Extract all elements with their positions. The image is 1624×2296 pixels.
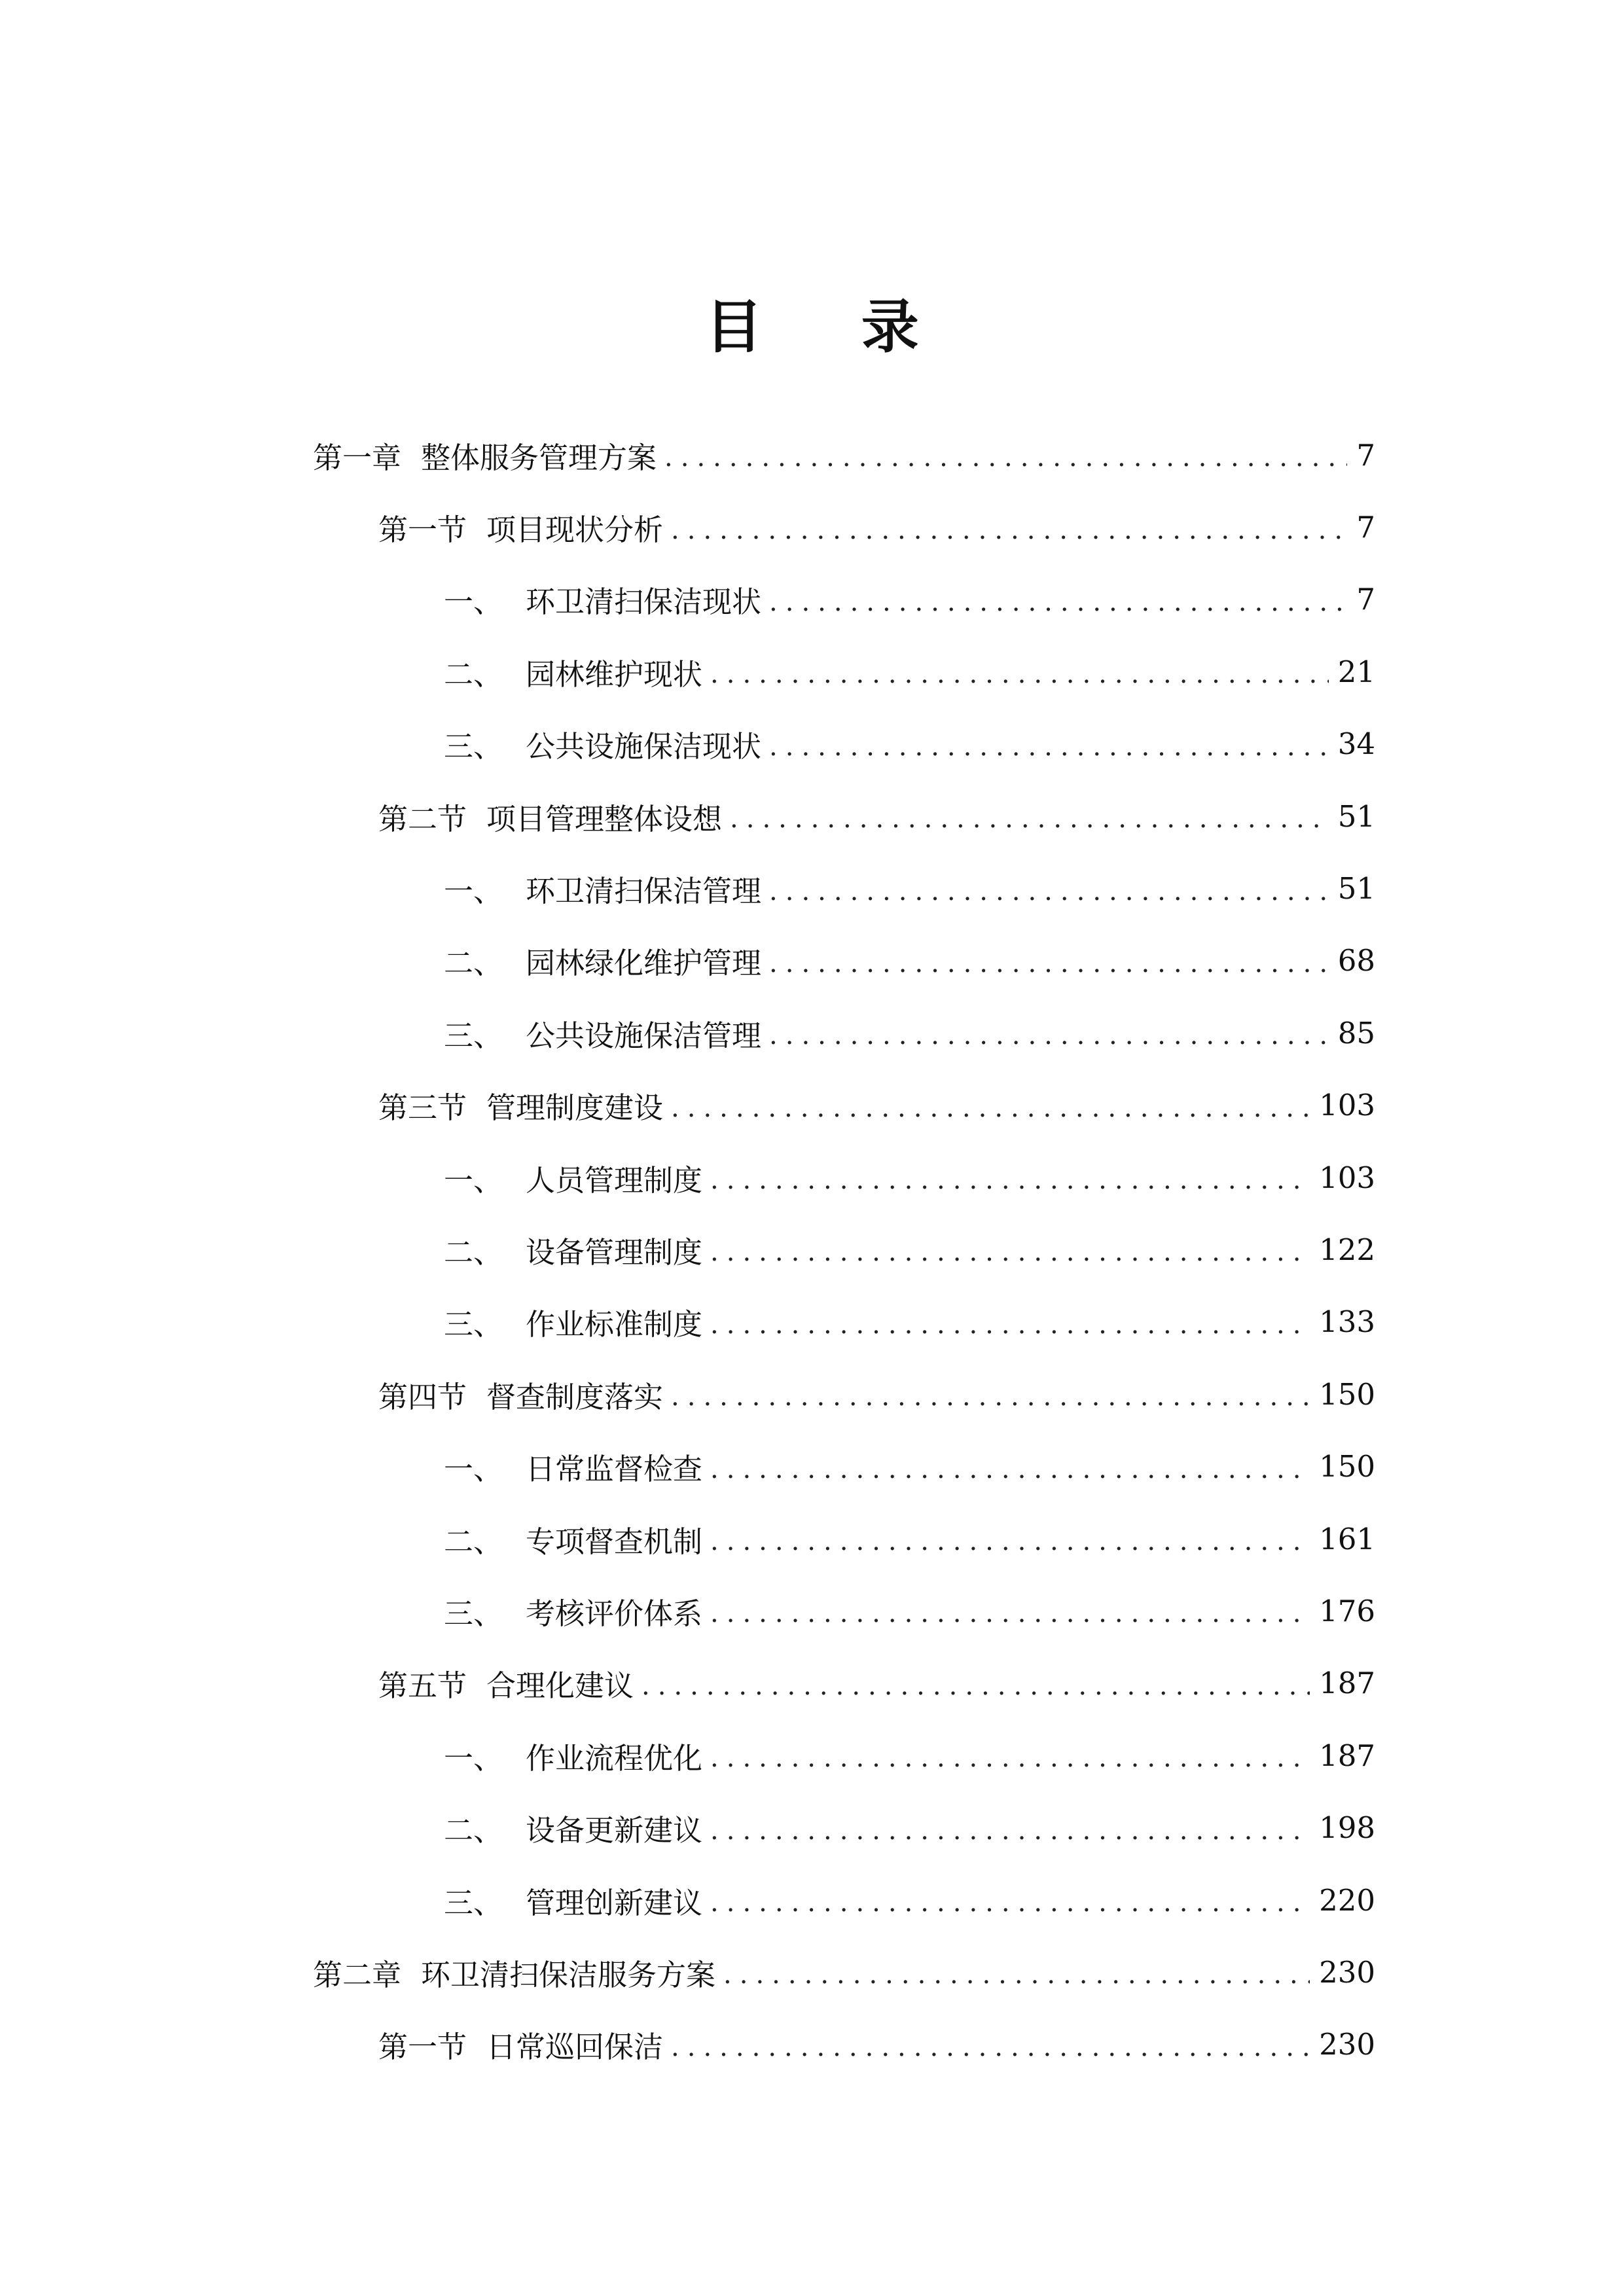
toc-entry-number: 第一节 <box>378 2030 467 2065</box>
toc-entry[interactable] <box>0 564 1624 636</box>
toc-entry-heading <box>444 1445 702 1488</box>
toc-entry-heading <box>444 651 702 693</box>
toc-entry-number: 二、 <box>444 1234 503 1270</box>
toc-leader-dots <box>769 589 1347 615</box>
toc-entry-page-number: 150 <box>1319 1449 1375 1484</box>
toc-entry-number: 一、 <box>444 1740 503 1776</box>
toc-leader-dots <box>671 517 1347 543</box>
toc-entry-page-number: 51 <box>1337 871 1375 906</box>
toc-entry[interactable] <box>0 1503 1624 1575</box>
toc-entry-page-number: 161 <box>1319 1521 1375 1556</box>
toc-leader-dots <box>769 1022 1329 1049</box>
toc-entry-label: 设备管理制度 <box>526 1234 703 1270</box>
toc-leader-dots <box>710 1528 1310 1554</box>
toc-entry-heading <box>378 506 663 548</box>
toc-leader-dots <box>710 1745 1310 1771</box>
toc-entry-heading <box>444 1012 761 1054</box>
toc-entry-label: 项目现状分析 <box>486 512 664 548</box>
toc-entry-label: 环卫清扫保洁服务方案 <box>421 1957 716 1992</box>
toc-leader-dots <box>710 1600 1310 1626</box>
toc-entry-number: 三、 <box>444 1885 503 1920</box>
toc-entry[interactable] <box>0 1719 1624 1791</box>
toc-leader-dots <box>641 1673 1310 1699</box>
page-title: 目 录 <box>705 293 958 361</box>
toc-entry-label: 环卫清扫保洁现状 <box>526 584 762 620</box>
toc-entry-heading <box>444 1590 702 1632</box>
toc-entry-label: 专项督查机制 <box>526 1524 703 1559</box>
toc-entry-label: 作业标准制度 <box>526 1307 703 1342</box>
toc-leader-dots <box>769 734 1329 760</box>
toc-entry-heading <box>444 1300 702 1343</box>
toc-leader-dots <box>769 950 1329 977</box>
toc-entry-number: 第二章 <box>313 1957 402 1992</box>
toc-entry-label: 人员管理制度 <box>526 1162 703 1198</box>
toc-entry-heading <box>444 1157 702 1199</box>
toc-entry-heading <box>313 434 657 476</box>
toc-entry[interactable] <box>0 852 1624 924</box>
toc-entry-number: 一、 <box>444 1452 503 1487</box>
toc-leader-dots <box>664 444 1347 471</box>
toc-entry-label: 整体服务管理方案 <box>421 440 657 475</box>
toc-entry[interactable] <box>0 1286 1624 1358</box>
toc-entry[interactable] <box>0 925 1624 997</box>
toc-entry[interactable] <box>0 1141 1624 1213</box>
toc-entry-page-number: 176 <box>1319 1593 1375 1628</box>
toc-entry-label: 日常监督检查 <box>526 1452 703 1487</box>
toc-entry-heading <box>378 2023 663 2066</box>
toc-entry-page-number: 103 <box>1319 1088 1375 1123</box>
toc-entry-number: 第一节 <box>378 512 467 548</box>
toc-entry-page-number: 7 <box>1356 510 1375 545</box>
toc-entry[interactable] <box>0 1936 1624 2008</box>
toc-entry-page-number: 150 <box>1319 1376 1375 1412</box>
toc-entry-heading <box>444 1518 702 1560</box>
toc-entry-page-number: 7 <box>1356 437 1375 473</box>
toc-entry[interactable] <box>0 491 1624 563</box>
toc-entry-heading <box>444 1734 702 1777</box>
toc-entry-label: 日常巡回保洁 <box>486 2030 664 2065</box>
toc-leader-dots <box>723 1962 1310 1988</box>
toc-entry[interactable] <box>0 1358 1624 1430</box>
toc-entry-heading <box>378 1662 634 1704</box>
toc-entry-number: 第一章 <box>313 440 402 475</box>
toc-entry[interactable] <box>0 1647 1624 1719</box>
toc-entry-label: 项目管理整体设想 <box>486 801 723 836</box>
toc-entry-page-number: 230 <box>1319 1954 1375 1990</box>
toc-entry[interactable] <box>0 1575 1624 1647</box>
toc-entry-page-number: 34 <box>1337 726 1375 762</box>
toc-entry[interactable] <box>0 1864 1624 1936</box>
toc-entry-number: 三、 <box>444 1307 503 1342</box>
toc-entry-heading <box>444 1879 702 1922</box>
toc-entry-page-number: 187 <box>1319 1666 1375 1701</box>
toc-entry-label: 设备更新建议 <box>526 1813 703 1848</box>
toc-entry-label: 合理化建议 <box>486 1668 634 1704</box>
toc-entry[interactable] <box>0 1430 1624 1502</box>
toc-entry-heading <box>444 723 761 765</box>
toc-entry-page-number: 85 <box>1337 1015 1375 1050</box>
toc-entry-label: 管理制度建设 <box>486 1090 664 1126</box>
toc-entry-heading <box>313 1951 715 1994</box>
toc-entry[interactable] <box>0 997 1624 1069</box>
toc-entry-heading <box>378 1373 663 1416</box>
toc-entry-heading <box>444 578 761 620</box>
toc-entry[interactable] <box>0 2009 1624 2081</box>
toc-entry-number: 三、 <box>444 729 503 764</box>
toc-leader-dots <box>710 1456 1310 1482</box>
toc-entry-heading <box>444 1806 702 1849</box>
toc-entry-number: 第四节 <box>378 1379 467 1414</box>
toc-leader-dots <box>710 1239 1310 1265</box>
toc-entry-page-number: 7 <box>1356 582 1375 617</box>
toc-leader-dots <box>710 1890 1310 1916</box>
toc-entry[interactable] <box>0 636 1624 708</box>
toc-entry[interactable] <box>0 1069 1624 1141</box>
toc-entry[interactable] <box>0 1213 1624 1285</box>
toc-leader-dots <box>710 1312 1310 1338</box>
toc-entry-number: 三、 <box>444 1596 503 1631</box>
toc-entry-number: 第二节 <box>378 801 467 836</box>
toc-entry-label: 管理创新建议 <box>526 1885 703 1920</box>
toc-entry-page-number: 103 <box>1319 1160 1375 1195</box>
toc-entry-page-number: 220 <box>1319 1882 1375 1918</box>
toc-leader-dots <box>671 1095 1310 1121</box>
toc-entry-page-number: 187 <box>1319 1738 1375 1773</box>
toc-entry-number: 第三节 <box>378 1090 467 1126</box>
toc-entry-label: 督查制度落实 <box>486 1379 664 1414</box>
toc-entry[interactable] <box>0 1791 1624 1863</box>
toc-entry-label: 环卫清扫保洁管理 <box>526 874 762 909</box>
toc-entry-number: 二、 <box>444 1813 503 1848</box>
toc-entry[interactable] <box>0 780 1624 852</box>
toc-entry-label: 公共设施保洁管理 <box>526 1018 762 1053</box>
toc-entry-page-number: 68 <box>1337 943 1375 978</box>
toc-entry-page-number: 198 <box>1319 1810 1375 1846</box>
toc-entry-heading <box>378 1084 663 1126</box>
toc-entry-label: 园林绿化维护管理 <box>526 946 762 981</box>
toc-entry-label: 考核评价体系 <box>526 1596 703 1631</box>
toc-leader-dots <box>671 1384 1310 1410</box>
toc-leader-dots <box>710 1818 1310 1844</box>
toc-entry-number: 二、 <box>444 1524 503 1559</box>
toc-entry-number: 一、 <box>444 584 503 620</box>
toc-entry-label: 作业流程优化 <box>526 1740 703 1776</box>
toc-entry-heading <box>444 939 761 982</box>
toc-entry-page-number: 230 <box>1319 2027 1375 2062</box>
toc-leader-dots <box>769 878 1329 905</box>
toc-entry[interactable] <box>0 419 1624 491</box>
toc-entry-heading <box>444 1229 702 1271</box>
toc-entry-heading <box>378 795 722 838</box>
toc-leader-dots <box>671 2034 1310 2060</box>
toc-entry-heading <box>444 867 761 910</box>
toc-entry-number: 二、 <box>444 656 503 692</box>
toc-entry-label: 园林维护现状 <box>526 656 703 692</box>
toc-entry-page-number: 122 <box>1319 1232 1375 1267</box>
toc-leader-dots <box>710 1167 1310 1193</box>
toc-entry-number: 二、 <box>444 946 503 981</box>
toc-leader-dots <box>730 806 1329 832</box>
toc-entry-number: 第五节 <box>378 1668 467 1704</box>
toc-entry-number: 一、 <box>444 1162 503 1198</box>
toc-entry-label: 公共设施保洁现状 <box>526 729 762 764</box>
toc-entry-number: 一、 <box>444 874 503 909</box>
toc-entry-page-number: 133 <box>1319 1304 1375 1340</box>
toc-entry[interactable] <box>0 708 1624 780</box>
toc-entry-page-number: 51 <box>1337 798 1375 834</box>
table-of-contents <box>0 419 1624 2081</box>
toc-entry-page-number: 21 <box>1337 654 1375 689</box>
toc-entry-number: 三、 <box>444 1018 503 1053</box>
toc-leader-dots <box>710 661 1329 687</box>
